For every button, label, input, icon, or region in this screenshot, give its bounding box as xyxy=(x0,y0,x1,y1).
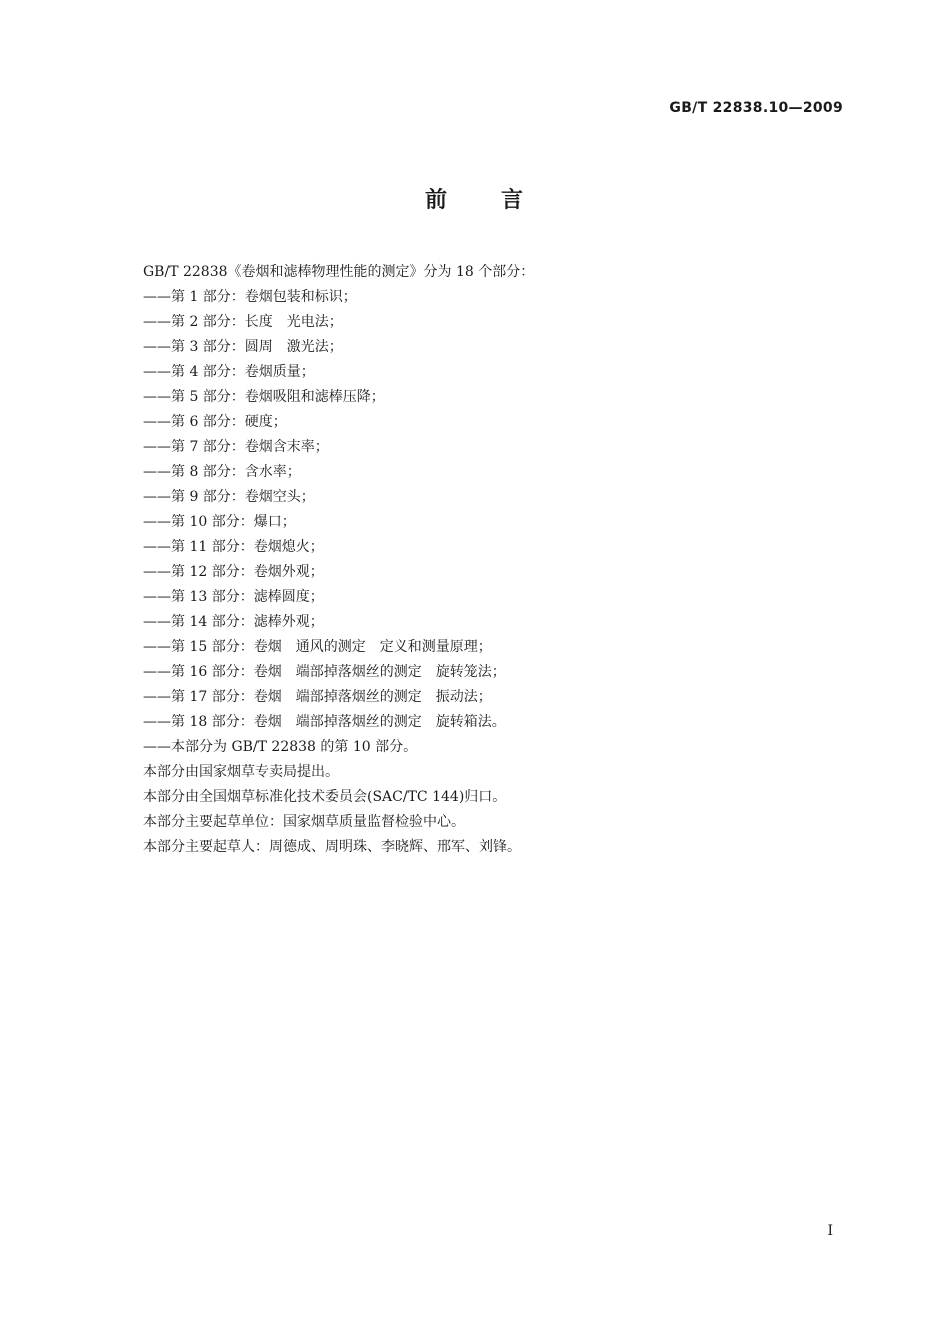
title-char-1: 前 xyxy=(424,188,449,213)
parts-list xyxy=(143,285,823,760)
drafters-statement: 本部分主要起草人：周德成、周明珠、李晓辉、邢军、刘锋。 xyxy=(143,839,521,855)
committee-statement: 本部分由全国烟草标准化技术委员会(SAC/TC 144)归口。 xyxy=(143,789,507,805)
list-item: ——第 1 部分：卷烟包装和标识； xyxy=(143,289,357,305)
list-item: ——第 14 部分：滤棒外观； xyxy=(143,614,324,630)
list-item: ——第 7 部分：卷烟含末率； xyxy=(143,439,329,455)
list-item: ——第 8 部分：含水率； xyxy=(143,464,301,480)
list-item: ——第 2 部分：长度 光电法； xyxy=(143,314,343,330)
list-item: ——第 6 部分：硬度； xyxy=(143,414,287,430)
standard-code: GB/T 22838.10—2009 xyxy=(669,100,843,116)
list-item: ——第 13 部分：滤棒圆度； xyxy=(143,589,324,605)
list-item: ——第 3 部分：圆周 激光法； xyxy=(143,339,343,355)
list-item: ——第 9 部分：卷烟空头； xyxy=(143,489,315,505)
list-item: ——本部分为 GB/T 22838 的第 10 部分。 xyxy=(143,739,418,755)
title-char-2: 言 xyxy=(501,188,526,213)
list-item: ——第 17 部分：卷烟 端部掉落烟丝的测定 振动法； xyxy=(143,689,492,705)
page-number: I xyxy=(827,1223,833,1239)
list-item: ——第 4 部分：卷烟质量； xyxy=(143,364,315,380)
list-item: ——第 16 部分：卷烟 端部掉落烟丝的测定 旋转笼法； xyxy=(143,664,506,680)
list-item: ——第 12 部分：卷烟外观； xyxy=(143,564,324,580)
list-item: ——第 18 部分：卷烟 端部掉落烟丝的测定 旋转箱法。 xyxy=(143,714,506,730)
list-item: ——第 10 部分：爆口； xyxy=(143,514,296,530)
page-title xyxy=(0,183,950,214)
list-item: ——第 11 部分：卷烟熄火； xyxy=(143,539,324,555)
intro-paragraph: GB/T 22838《卷烟和滤棒物理性能的测定》分为 18 个部分： xyxy=(143,264,535,280)
foreword-body xyxy=(143,260,823,860)
list-item: ——第 5 部分：卷烟吸阻和滤棒压降； xyxy=(143,389,385,405)
proposer-statement: 本部分由国家烟草专卖局提出。 xyxy=(143,764,339,780)
drafting-unit-statement: 本部分主要起草单位：国家烟草质量监督检验中心。 xyxy=(143,814,465,830)
list-item: ——第 15 部分：卷烟 通风的测定 定义和测量原理； xyxy=(143,639,492,655)
